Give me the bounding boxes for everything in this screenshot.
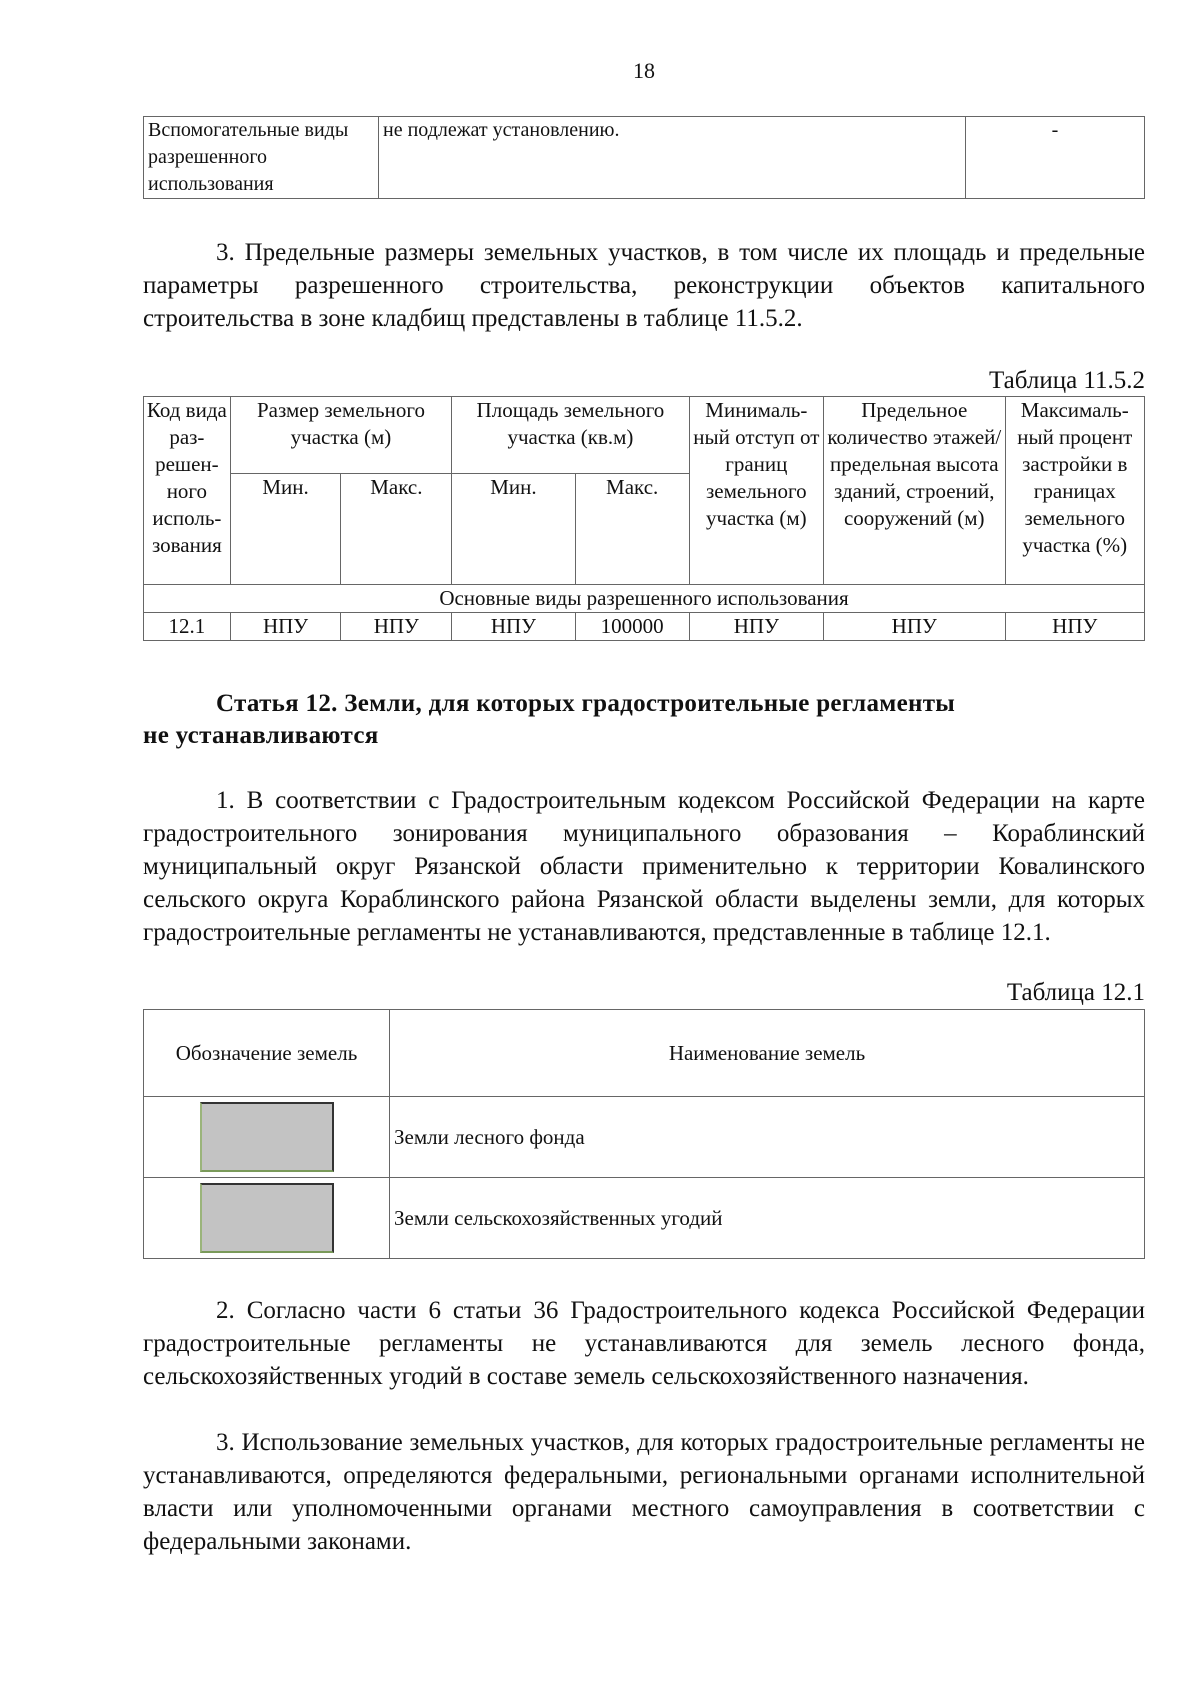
header-area-min: Мин.: [452, 474, 575, 585]
symbol-cell: [144, 1178, 390, 1259]
paragraph-text: Предельные размеры земельных участков, в том числе их площадь и предельные параметры разрешенного строительства, реконструкции объектов капитального строительства в зоне кладбищ представлены в таблице 11.5.2.: [143, 239, 1146, 332]
table-row: [144, 117, 1145, 199]
paragraph-1: [143, 784, 1145, 949]
article-heading: [143, 688, 1145, 752]
article-title-line-2: не устанавливаются: [143, 722, 379, 749]
land-name-cell: Земли сельскохозяйственных угодий: [390, 1178, 1145, 1259]
cell-floors-height: НПУ: [824, 613, 1005, 641]
lands-table: [143, 1009, 1145, 1259]
cell-code: 12.1: [144, 613, 231, 641]
table-caption-11-5-2: Таблица 11.5.2: [989, 367, 1145, 394]
header-plot-area: Площадь земельного участка (кв.м): [452, 397, 689, 474]
header-max-percent: Максималь-ный процент застройки в границах земельного участка (%): [1005, 397, 1144, 585]
paragraph-number: 3.: [216, 239, 235, 266]
header-area-max: Макс.: [575, 474, 689, 585]
header-symbol: Обозначение земель: [144, 1010, 390, 1097]
cell-area-min: НПУ: [452, 613, 575, 641]
paragraph-2: [143, 1294, 1145, 1393]
land-name-cell: Земли лесного фонда: [390, 1097, 1145, 1178]
cell-area-max: 100000: [575, 613, 689, 641]
paragraph-3b: [143, 1426, 1145, 1558]
cell-min-setback: НПУ: [689, 613, 823, 641]
cell-size-max: НПУ: [341, 613, 452, 641]
page-number: 18: [633, 58, 655, 83]
article-title-line-1: Статья 12. Земли, для которых градостроительные регламенты: [216, 690, 956, 717]
paragraph-text: В соответствии с Градостроительным кодексом Российской Федерации на карте градостроительного зонирования муниципального образования – Кораблинский муниципальный округ Рязанской области применительно к территории Ковалинского сельского округа Кораблинского района Рязанской области выделены земли, для которых градостроительные регламенты не устанавливаются, представленные в таблице 12.1.: [143, 787, 1146, 946]
paragraph-number: 3.: [216, 1429, 235, 1456]
paragraph-3: [143, 236, 1145, 335]
symbol-cell: [144, 1097, 390, 1178]
forest-land-swatch: [200, 1102, 334, 1172]
header-floors-height: Предельное количество этажей/ предельная высота зданий, строений, сооружений (м): [824, 397, 1005, 585]
aux-note-cell: -: [966, 117, 1145, 199]
cell-size-min: НПУ: [230, 613, 341, 641]
table-row: [144, 1097, 1145, 1178]
paragraph-number: 1.: [216, 787, 235, 814]
header-land-name: Наименование земель: [390, 1010, 1145, 1097]
header-min-setback: Минималь-ный отступ от границ земельного участка (м): [689, 397, 823, 585]
paragraph-text: Согласно части 6 статьи 36 Градостроительного кодекса Российской Федерации градостроительные регламенты не устанавливаются для земель лесного фонда, сельскохозяйственных угодий в составе земель сельскохозяйственного назначения.: [143, 1297, 1145, 1390]
aux-label-cell: Вспомогательные виды разрешенного использования: [144, 117, 379, 199]
section-label: Основные виды разрешенного использования: [144, 585, 1145, 613]
table-section-row: [144, 585, 1145, 613]
table-header-row: [144, 397, 1145, 474]
table-row: [144, 613, 1145, 641]
aux-value-cell: не подлежат установлению.: [379, 117, 966, 199]
header-size-min: Мин.: [230, 474, 341, 585]
plot-parameters-table: [143, 396, 1145, 641]
header-plot-size: Размер земельного участка (м): [230, 397, 452, 474]
header-code: Код вида раз-решен-ного исполь-зования: [144, 397, 231, 585]
paragraph-text: Использование земельных участков, для которых градостроительные регламенты не устанавливаются, определяются федеральными, региональными органами исполнительной власти или уполномоченными органами местного самоуправления в соответствии с федеральными законами.: [143, 1429, 1146, 1555]
auxiliary-uses-table: [143, 116, 1145, 199]
agricultural-land-swatch: [200, 1183, 334, 1253]
table-caption-12-1: Таблица 12.1: [1006, 979, 1145, 1006]
table-row: [144, 1178, 1145, 1259]
paragraph-number: 2.: [216, 1297, 235, 1324]
cell-max-percent: НПУ: [1005, 613, 1144, 641]
table-header-row: [144, 1010, 1145, 1097]
header-size-max: Макс.: [341, 474, 452, 585]
